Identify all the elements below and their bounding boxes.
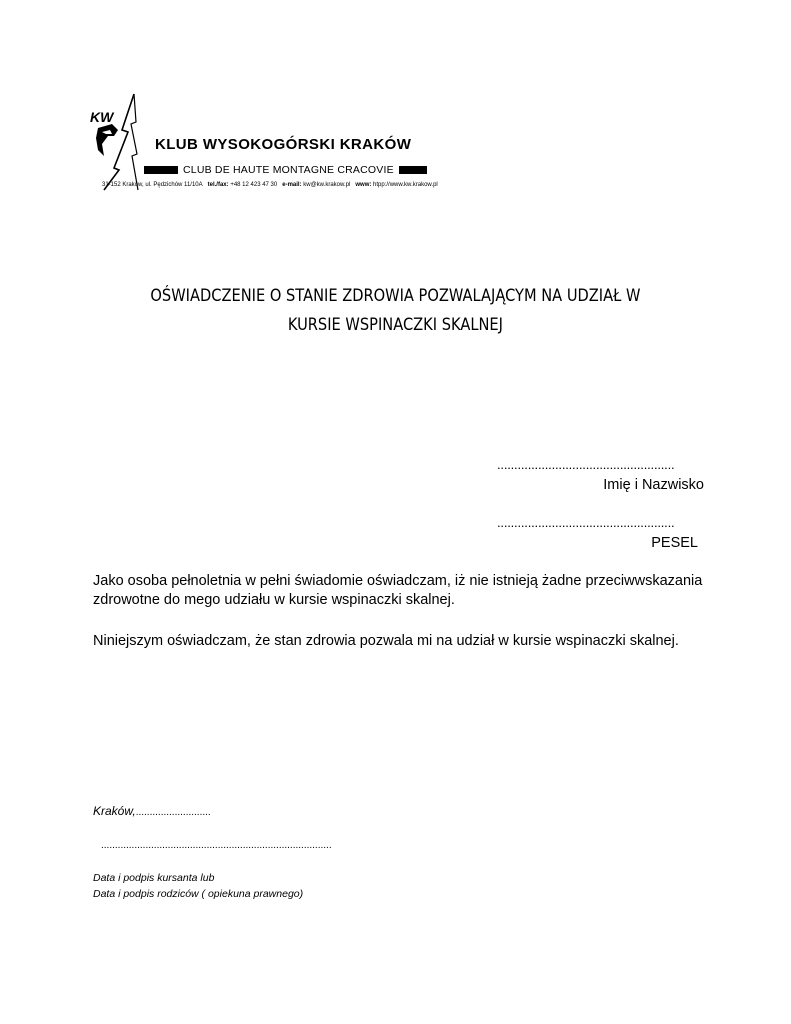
- email-value: kw@kw.krakow.pl: [303, 182, 351, 188]
- pesel-dotted-line: ....................................................: [497, 516, 675, 530]
- title-line-2: KURSIE WSPINACZKI SKALNEJ: [287, 315, 503, 335]
- name-field[interactable]: [497, 458, 712, 494]
- name-dotted-line: ....................................................: [497, 458, 675, 472]
- club-name: KLUB WYSOKOGÓRSKI KRAKÓW: [155, 136, 412, 153]
- signature-caption-2: Data i podpis rodziców ( opiekuna prawnego): [93, 888, 304, 900]
- document-title: [55, 282, 735, 340]
- place-date-field[interactable]: [93, 804, 211, 818]
- decorative-bar-right: [399, 166, 427, 174]
- email-label: e-mail:: [282, 182, 302, 188]
- signature-caption-1: Data i podpis kursanta lub: [93, 872, 215, 884]
- logo-text: KW: [90, 109, 114, 125]
- place-label: Kraków,: [93, 804, 136, 818]
- declaration-paragraph-2: Niniejszym oświadczam, że stan zdrowia pozwala mi na udział w kursie wspinaczki skalnej.: [93, 633, 679, 649]
- letterhead: [88, 92, 448, 194]
- club-address: 31-152 Kraków, ul. Pędzichów 11/10A: [102, 182, 203, 188]
- pesel-field-label: PESEL: [651, 535, 698, 551]
- www-label: www:: [355, 182, 372, 188]
- decorative-bar-left: [144, 166, 178, 174]
- pesel-field[interactable]: [497, 516, 712, 552]
- club-subtitle: CLUB DE HAUTE MONTAGNE CRACOVIE: [183, 164, 394, 176]
- place-dotted-line: ...........................: [135, 807, 211, 818]
- tel-label: tel./fax:: [207, 182, 229, 188]
- club-subtitle-row: [144, 162, 427, 178]
- www-value: htpp://www.kw.krakow.pl: [373, 182, 438, 188]
- declaration-paragraph-1: Jako osoba pełnoletnia w pełni świadomie oświadczam, iż nie istnieją żadne przeciwwskazania zdrowotne do mego udziału w kursie wspinaczki skalnej.: [93, 573, 703, 608]
- title-line-1: OŚWIADCZENIE O STANIE ZDROWIA POZWALAJĄCYM NA UDZIAŁ W: [150, 286, 641, 306]
- name-field-label: Imię i Nazwisko: [603, 477, 704, 493]
- signature-dotted-line[interactable]: ...................................................................................: [101, 840, 332, 851]
- club-contact-line: [102, 182, 438, 188]
- tel-value: +48 12 423 47 30: [230, 182, 278, 188]
